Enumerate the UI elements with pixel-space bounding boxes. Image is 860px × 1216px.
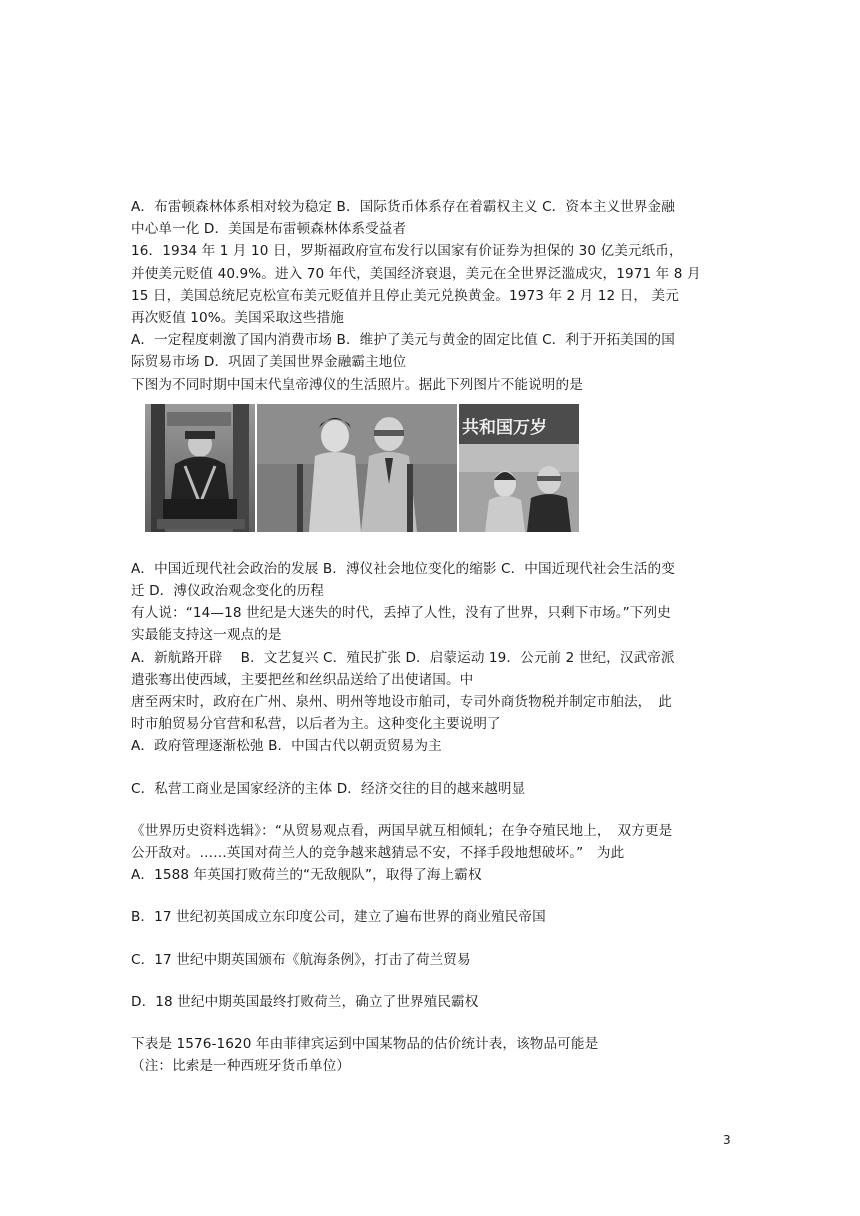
q17-stem: 下图为不同时期中国末代皇帝溥仪的生活照片。据此下列图片不能说明的是 [131,376,583,393]
q16-options-line-1: A．一定程度刺激了国内消费市场 B．维护了美元与黄金的固定比值 C．利于开拓美国的国 [131,332,675,349]
page-content [131,196,731,1077]
photo-puyi-in-beijing [459,404,579,532]
q19-options-c-d: C．私营工商业是国家经济的主体 D．经济交往的目的越来越明显 [131,780,526,797]
q16-stem-line-2: 并使美元贬值 40.9%。进入 70 年代，美国经济衰退，美元在全世界泛滥成灾，1971 年 8 月 [131,265,701,282]
page-number: 3 [723,1133,731,1147]
q19-options-a-b: A．政府管理逐渐松弛 B．中国古代以朝贡贸易为主 [131,738,442,755]
q15-options-line-2: 中心单一化 D．美国是布雷顿森林体系受益者 [131,221,407,238]
q20-option-d: D．18 世纪中期英国最终打败荷兰，确立了世界殖民霸权 [131,993,479,1010]
q16-options-line-2: 际贸易市场 D．巩固了美国世界金融霸主地位 [131,354,407,371]
q19-stem-line-4: 时市舶贸易分官营和私营，以后者为主。这种变化主要说明了 [131,716,501,733]
photo-puyi-with-wife [257,404,457,532]
q16-stem-line-3: 15 日，美国总统尼克松宣布美元贬值并且停止美元兑换黄金。1973 年 2 月 12 日， 美元 [131,287,679,304]
q20-option-b: B．17 世纪初英国成立东印度公司，建立了遍布世界的商业殖民帝国 [131,909,546,926]
q17-options-line-1: A．中国近现代社会政治的发展 B．溥仪社会地位变化的缩影 C．中国近现代社会生活的变 [131,560,675,577]
q18-options-and-q19-stem: A．新航路开辟 B．文艺复兴 C．殖民扩张 D．启蒙运动 19．公元前 2 世纪，汉武帝派 [131,649,675,666]
q16-stem-line-4: 再次贬值 10%。美国采取这些措施 [131,310,344,327]
q16-stem-line-1: 16．1934 年 1 月 10 日，罗斯福政府宣布发行以国家有价证券为担保的 30 亿美元纸币， [131,243,683,260]
q20-option-a: A．1588 年英国打败荷兰的“无敌舰队”，取得了海上霸权 [131,867,482,884]
q21-stem: 下表是 1576-1620 年由菲律宾运到中国某物品的估价统计表，该物品可能是 [131,1036,599,1053]
q17-options-line-2: 迁 D．溥仪政治观念变化的历程 [131,583,325,600]
puyi-photos [145,404,731,532]
q21-note: （注：比索是一种西班牙货币单位） [131,1058,351,1075]
q20-stem-line-1: 《世界历史资料选辑》：“从贸易观点看，两国早就互相倾轧；在争夺殖民地上， 双方更是 [131,822,673,839]
q20-stem-line-2: 公开敌对。……英国对荷兰人的竞争越来越猜忌不安，不择手段地想破坏。” 为此 [131,845,625,862]
q18-stem-line-1: 有人说：“14—18 世纪是大迷失的时代，丢掉了人性，没有了世界，只剩下市场。”下列史 [131,605,671,622]
sign-text: 共和国万岁 [462,417,547,438]
q19-stem-line-2: 遣张骞出使西域，主要把丝和丝织品送给了出使诸国。中 [131,671,474,688]
q18-stem-line-2: 实最能支持这一观点的是 [131,627,282,644]
photo-emperor-on-throne [145,404,255,532]
q19-stem-line-3: 唐至两宋时，政府在广州、泉州、明州等地设市舶司，专司外商货物税并制定市舶法， 此 [131,694,672,711]
q20-option-c: C．17 世纪中期英国颁布《航海条例》，打击了荷兰贸易 [131,951,471,968]
q15-options-line-1: A．布雷顿森林体系相对较为稳定 B．国际货币体系存在着霸权主义 C．资本主义世界金融 [131,199,675,215]
